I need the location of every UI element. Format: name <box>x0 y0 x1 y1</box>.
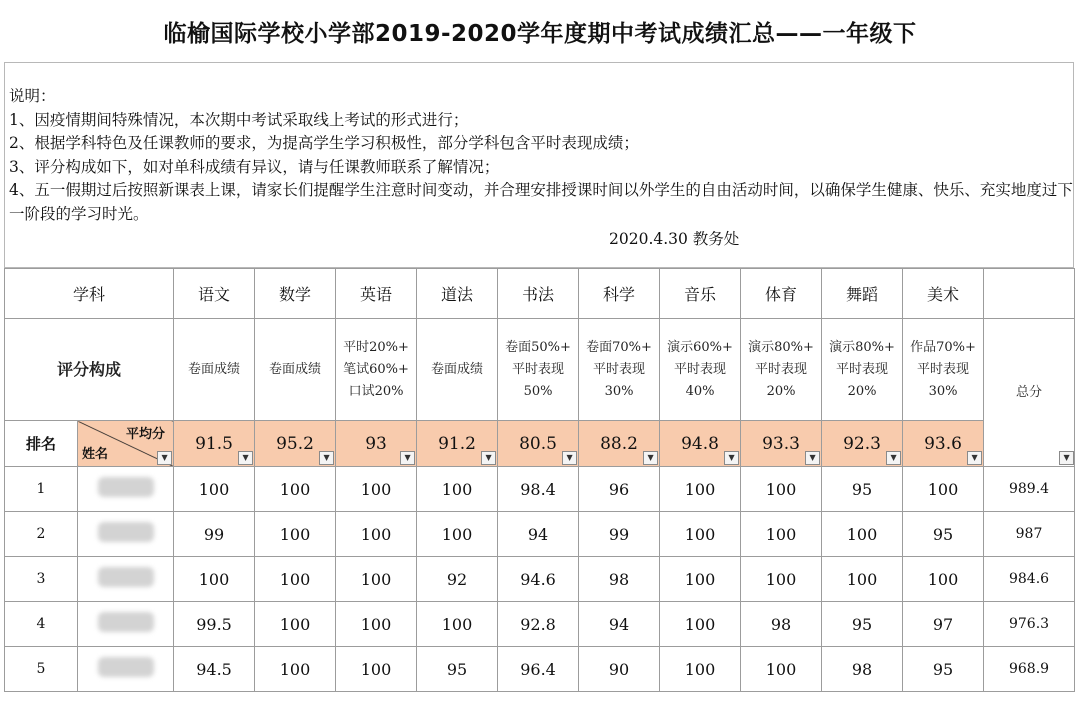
composition-line: 20% <box>766 383 796 399</box>
average-value: 93.6 <box>924 433 962 454</box>
table-row <box>5 602 1075 647</box>
composition-cell-5 <box>498 319 579 421</box>
score-cell: 100 <box>255 557 336 602</box>
score-cell: 95 <box>822 467 903 512</box>
rank-cell: 3 <box>5 557 78 602</box>
filter-dropdown-icon[interactable]: ▼ <box>562 451 577 465</box>
average-value: 93 <box>365 433 387 454</box>
score-cell: 95 <box>903 512 984 557</box>
filter-dropdown-icon[interactable]: ▼ <box>967 451 982 465</box>
table-row <box>5 512 1075 557</box>
subject-header-7: 音乐 <box>660 269 741 319</box>
total-header <box>984 319 1075 467</box>
average-value: 95.2 <box>276 433 314 454</box>
total-cell: 976.3 <box>984 602 1075 647</box>
notes-line-1: 1、因疫情期间特殊情况，本次期中考试采取线上考试的形式进行； <box>9 110 469 129</box>
score-cell: 100 <box>741 467 822 512</box>
score-cell: 100 <box>903 557 984 602</box>
average-value: 94.8 <box>681 433 719 454</box>
score-cell: 100 <box>255 647 336 692</box>
subject-header-label: 学科 <box>5 269 174 319</box>
score-cell: 100 <box>660 602 741 647</box>
composition-header-label: 评分构成 <box>5 319 174 421</box>
blurred-name <box>98 657 154 677</box>
score-cell: 100 <box>822 512 903 557</box>
filter-dropdown-icon[interactable]: ▼ <box>886 451 901 465</box>
average-value: 92.3 <box>843 433 881 454</box>
subject-header-4: 道法 <box>417 269 498 319</box>
score-cell: 95 <box>822 602 903 647</box>
score-cell: 100 <box>336 467 417 512</box>
score-body <box>5 467 1075 692</box>
subject-header-6: 科学 <box>579 269 660 319</box>
score-cell: 94 <box>498 512 579 557</box>
total-cell: 984.6 <box>984 557 1075 602</box>
score-cell: 100 <box>660 647 741 692</box>
filter-dropdown-icon[interactable]: ▼ <box>400 451 415 465</box>
filter-dropdown-icon[interactable]: ▼ <box>805 451 820 465</box>
score-cell: 100 <box>336 647 417 692</box>
subject-header-8: 体育 <box>741 269 822 319</box>
student-name-cell <box>78 602 174 647</box>
score-cell: 98 <box>741 602 822 647</box>
student-name-cell <box>78 467 174 512</box>
filter-dropdown-icon[interactable]: ▼ <box>643 451 658 465</box>
score-cell: 100 <box>741 647 822 692</box>
total-cell: 987 <box>984 512 1075 557</box>
composition-line: 口试20% <box>348 383 404 399</box>
score-cell: 100 <box>660 512 741 557</box>
score-cell: 98.4 <box>498 467 579 512</box>
composition-line: 卷面成绩 <box>269 361 322 377</box>
page-title: 临榆国际学校小学部2019-2020学年度期中考试成绩汇总——一年级下 <box>163 20 917 47</box>
composition-cell-2 <box>255 319 336 421</box>
average-cell-10 <box>903 421 984 467</box>
notes-line-3: 3、评分构成如下，如对单科成绩有异议，请与任课教师联系了解情况； <box>9 157 500 176</box>
average-name-diagonal-cell <box>78 421 174 467</box>
rank-cell: 5 <box>5 647 78 692</box>
rank-cell: 4 <box>5 602 78 647</box>
composition-line: 50% <box>523 383 553 399</box>
score-cell: 99 <box>174 512 255 557</box>
blurred-name <box>98 477 154 497</box>
average-value: 88.2 <box>600 433 638 454</box>
score-cell: 92.8 <box>498 602 579 647</box>
composition-cell-3 <box>336 319 417 421</box>
notes-line-2: 2、根据学科特色及任课教师的要求，为提高学生学习积极性，部分学科包含平时表现成绩； <box>9 134 639 152</box>
student-name-cell <box>78 647 174 692</box>
score-cell: 96.4 <box>498 647 579 692</box>
score-cell: 95 <box>903 647 984 692</box>
subject-header-5: 书法 <box>498 269 579 319</box>
composition-line: 演示60%+ <box>667 339 733 355</box>
filter-dropdown-icon[interactable]: ▼ <box>238 451 253 465</box>
composition-line: 作品70%+ <box>910 339 976 355</box>
composition-line: 平时表现 <box>836 361 889 377</box>
composition-line: 卷面70%+ <box>586 339 652 355</box>
score-cell: 100 <box>336 512 417 557</box>
average-cell-1 <box>174 421 255 467</box>
composition-line: 30% <box>604 383 634 399</box>
notes-panel <box>4 62 1074 268</box>
score-cell: 100 <box>255 602 336 647</box>
filter-dropdown-icon[interactable]: ▼ <box>481 451 496 465</box>
composition-line: 演示80%+ <box>748 339 814 355</box>
score-cell: 100 <box>336 557 417 602</box>
composition-line: 平时表现 <box>512 361 565 377</box>
composition-line: 平时表现 <box>674 361 727 377</box>
filter-dropdown-icon[interactable]: ▼ <box>724 451 739 465</box>
composition-cell-8 <box>741 319 822 421</box>
rank-header: 排名 <box>5 421 78 467</box>
composition-line: 演示80%+ <box>829 339 895 355</box>
composition-header-row <box>5 319 1075 421</box>
score-cell: 99.5 <box>174 602 255 647</box>
table-row <box>5 647 1075 692</box>
score-cell: 100 <box>174 557 255 602</box>
average-label: 平均分 <box>126 427 166 442</box>
notes-line-4: 4、五一假期过后按照新课表上课，请家长们提醒学生注意时间变动，并合理安排授课时间以外学生的自由活动时间，以确保学生健康、快乐、充实地度过下一阶段的学习时光。 <box>9 181 1073 223</box>
score-cell: 100 <box>822 557 903 602</box>
composition-cell-6 <box>579 319 660 421</box>
composition-cell-10 <box>903 319 984 421</box>
subject-header-3: 英语 <box>336 269 417 319</box>
score-cell: 100 <box>255 467 336 512</box>
score-cell: 97 <box>903 602 984 647</box>
average-cell-2 <box>255 421 336 467</box>
score-cell: 98 <box>579 557 660 602</box>
score-cell: 96 <box>579 467 660 512</box>
composition-line: 卷面成绩 <box>431 361 484 377</box>
score-cell: 94 <box>579 602 660 647</box>
average-value: 93.3 <box>762 433 800 454</box>
rank-cell: 1 <box>5 467 78 512</box>
filter-dropdown-icon[interactable]: ▼ <box>319 451 334 465</box>
composition-cell-7 <box>660 319 741 421</box>
subject-header-row <box>5 269 1075 319</box>
subject-header-1: 语文 <box>174 269 255 319</box>
notes-heading: 说明： <box>9 87 56 105</box>
composition-cell-9 <box>822 319 903 421</box>
score-cell: 100 <box>174 467 255 512</box>
subject-header-2: 数学 <box>255 269 336 319</box>
average-cell-9 <box>822 421 903 467</box>
score-table <box>4 268 1075 692</box>
score-cell: 100 <box>417 512 498 557</box>
score-cell: 100 <box>336 602 417 647</box>
composition-line: 笔试60%+ <box>343 361 409 377</box>
student-name-cell <box>78 512 174 557</box>
average-cell-8 <box>741 421 822 467</box>
average-cell-5 <box>498 421 579 467</box>
composition-line: 卷面50%+ <box>505 339 571 355</box>
score-cell: 90 <box>579 647 660 692</box>
composition-line: 平时20%+ <box>343 339 409 355</box>
score-cell: 99 <box>579 512 660 557</box>
composition-line: 卷面成绩 <box>188 361 241 377</box>
total-header-top <box>984 269 1075 319</box>
score-cell: 100 <box>741 512 822 557</box>
average-cell-7 <box>660 421 741 467</box>
filter-dropdown-icon[interactable]: ▼ <box>1059 451 1074 465</box>
score-cell: 94.5 <box>174 647 255 692</box>
student-name-cell <box>78 557 174 602</box>
composition-line: 30% <box>928 383 958 399</box>
composition-cell-4 <box>417 319 498 421</box>
average-cell-6 <box>579 421 660 467</box>
score-cell: 100 <box>741 557 822 602</box>
composition-cell-1 <box>174 319 255 421</box>
subject-header-9: 舞蹈 <box>822 269 903 319</box>
subject-header-10: 美术 <box>903 269 984 319</box>
table-row <box>5 557 1075 602</box>
notes-signoff: 2020.4.30 教务处 <box>609 230 740 248</box>
score-cell: 95 <box>417 647 498 692</box>
composition-line: 40% <box>685 383 715 399</box>
score-cell: 100 <box>660 557 741 602</box>
score-cell: 100 <box>417 602 498 647</box>
composition-line: 20% <box>847 383 877 399</box>
blurred-name <box>98 522 154 542</box>
average-value: 91.5 <box>195 433 233 454</box>
composition-line: 平时表现 <box>755 361 808 377</box>
score-cell: 100 <box>255 512 336 557</box>
rank-cell: 2 <box>5 512 78 557</box>
average-value: 80.5 <box>519 433 557 454</box>
average-cell-4 <box>417 421 498 467</box>
average-row <box>5 421 1075 467</box>
name-label: 姓名 <box>82 447 109 462</box>
blurred-name <box>98 567 154 587</box>
score-cell: 100 <box>660 467 741 512</box>
total-header-label: 总分 <box>1016 384 1043 400</box>
score-cell: 100 <box>903 467 984 512</box>
composition-line: 平时表现 <box>917 361 970 377</box>
average-cell-3 <box>336 421 417 467</box>
blurred-name <box>98 612 154 632</box>
average-value: 91.2 <box>438 433 476 454</box>
total-cell: 989.4 <box>984 467 1075 512</box>
filter-dropdown-icon[interactable]: ▼ <box>157 451 172 465</box>
total-cell: 968.9 <box>984 647 1075 692</box>
table-row <box>5 467 1075 512</box>
score-cell: 92 <box>417 557 498 602</box>
score-cell: 94.6 <box>498 557 579 602</box>
score-cell: 100 <box>417 467 498 512</box>
composition-line: 平时表现 <box>593 361 646 377</box>
score-cell: 98 <box>822 647 903 692</box>
